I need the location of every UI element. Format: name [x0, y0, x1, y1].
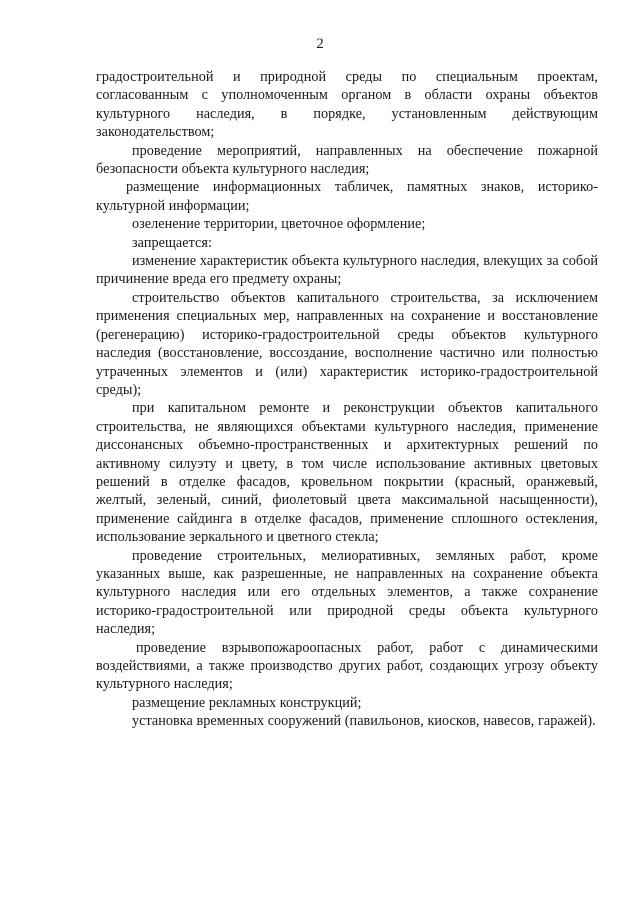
paragraph: размещение информационных табличек, памятных знаков, историко-культурной информации; — [96, 179, 598, 214]
paragraph: градостроительной и природной среды по специальным проектам, согласованным с уполномоченным органом в области охраны объектов культурного наследия, в порядке, установленным действующим законодательством; — [96, 69, 598, 141]
paragraph: запрещается: — [132, 234, 212, 251]
paragraph: установка временных сооружений (павильонов, киосков, навесов, гаражей). — [132, 713, 596, 730]
paragraph: при капитальном ремонте и реконструкции объектов капитального строительства, не являющихся объектами культурного наследия, применение диссонансных объемно-пространственных и архитектурных решений по активному силуэту и цвету, в том числе использование активных цветовых решений в отделке фасадов, кровельном покрытии (красный, оранжевый, желтый, зеленый, синий, фиолетовый цвета максимальной насыщенности), применение сайдинга в отделке фасадов, применение сплошного остекления, использование зеркального и цветного стекла; — [96, 400, 598, 546]
page-number: 2 — [316, 36, 324, 52]
paragraph: проведение строительных, мелиоративных, земляных работ, кроме указанных выше, как разрешенные, не направленных на сохранение объекта культурного наследия или его отдельных элементов, а также сохранение историко-градостроительной или природной среды объекта культурного наследия; — [96, 547, 598, 638]
paragraph: озеленение территории, цветочное оформление; — [132, 216, 426, 233]
paragraph: проведение мероприятий, направленных на обеспечение пожарной безопасности объекта культурного наследия; — [96, 142, 598, 178]
paragraph: проведение взрывопожароопасных работ, работ с динамическими воздействиями, а также производство других работ, создающих угрозу объекту культурного наследия; — [96, 639, 598, 693]
paragraph: изменение характеристик объекта культурного наследия, влекущих за собой причинение вреда его предмету охраны; — [96, 253, 598, 288]
document-body — [96, 68, 598, 731]
paragraph: строительство объектов капитального строительства, за исключением применения специальных мер, направленных на сохранение и восстановление (регенерацию) историко-градостроительной среды объектов культурного наследия (восстановление, воссоздание, восполнение частично или полностью утраченных элементов и (или) характеристик историко-градостроительной среды); — [96, 289, 598, 398]
paragraph: размещение рекламных конструкций; — [132, 694, 362, 711]
